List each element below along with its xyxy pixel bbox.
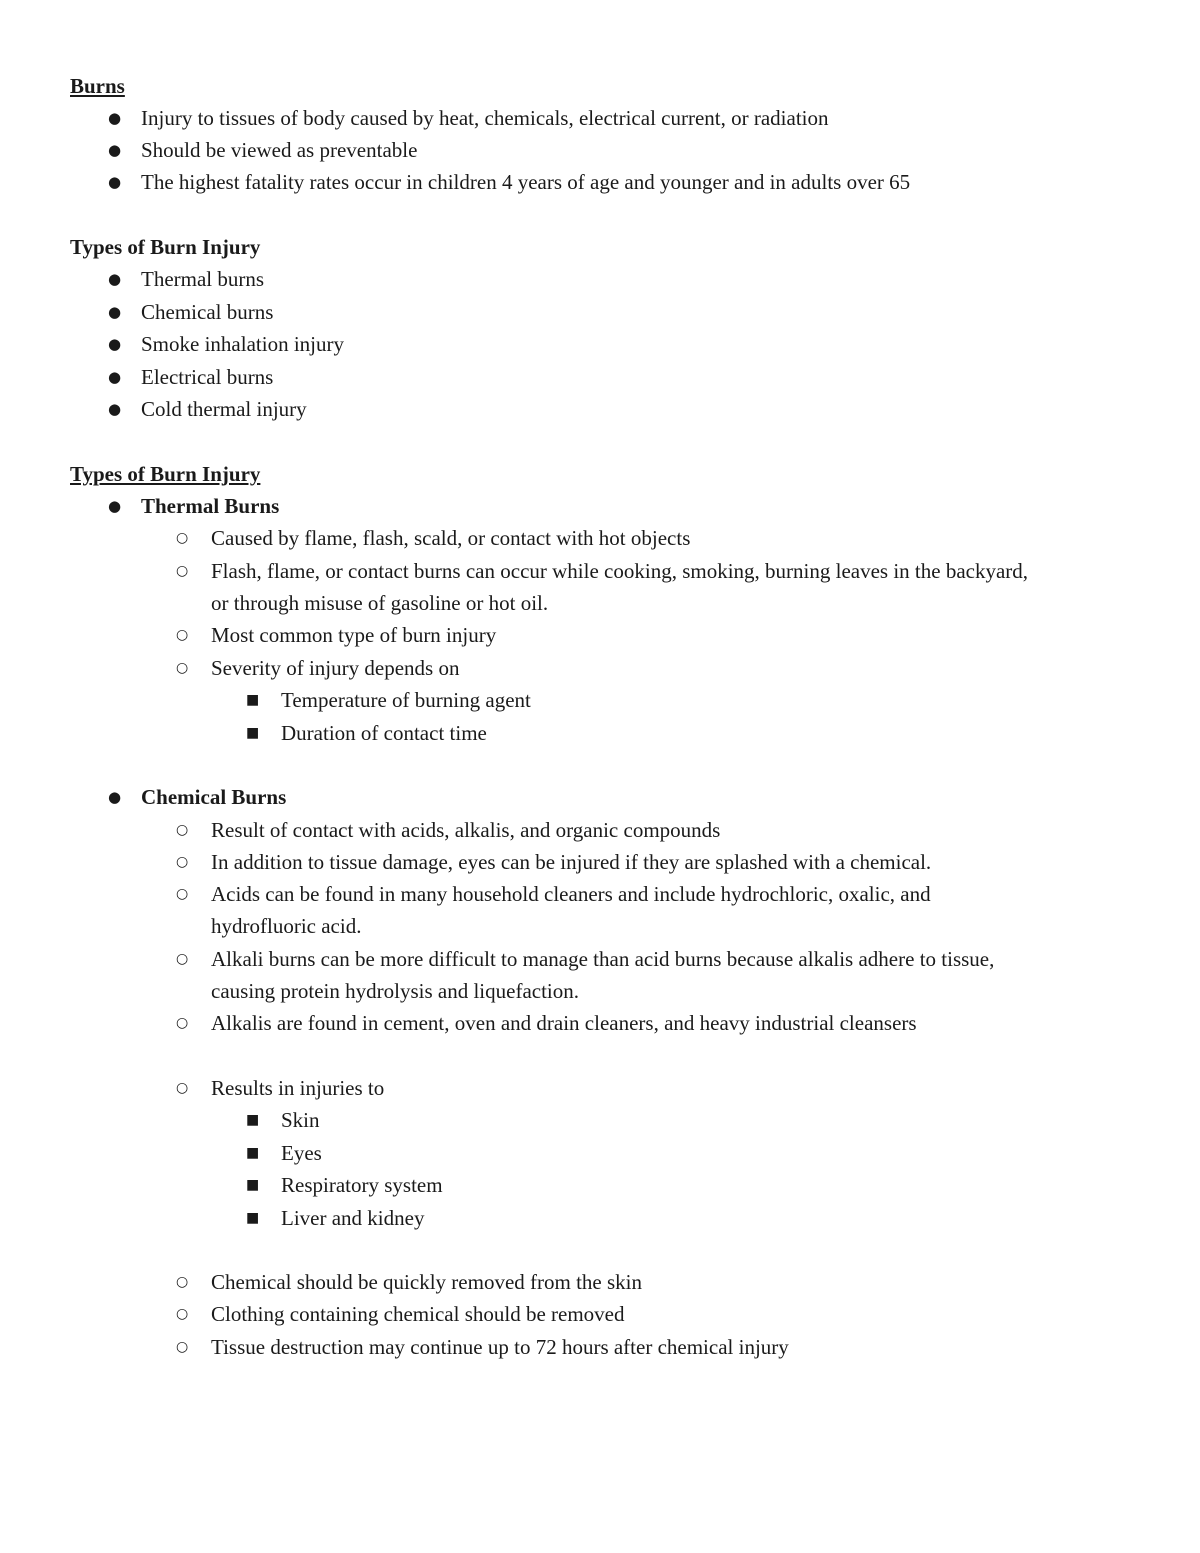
bullet-dot-icon: ● <box>108 788 122 806</box>
bullet-square-icon: ■ <box>246 1210 260 1226</box>
list-item: Thermal burns <box>141 267 265 291</box>
bullet-circle-icon: ○ <box>176 1306 189 1322</box>
bullet-dot-icon: ● <box>108 173 122 191</box>
bullet-circle-icon: ○ <box>176 1080 189 1096</box>
list-item-continuation: or through misuse of gasoline or hot oil. <box>211 591 549 615</box>
bullet-dot-icon: ● <box>108 497 122 515</box>
bullet-square-icon: ■ <box>246 1177 260 1193</box>
list-item: Alkalis are found in cement, oven and drain cleaners, and heavy industrial cleansers <box>211 1011 917 1035</box>
list-item: Smoke inhalation injury <box>141 332 344 356</box>
subsection-heading: Thermal Burns <box>141 494 280 518</box>
list-item: The highest fatality rates occur in children 4 years of age and younger and in adults over 65 <box>141 170 911 194</box>
bullet-dot-icon: ● <box>108 141 122 159</box>
list-subitem: Skin <box>281 1108 320 1132</box>
list-item: Chemical should be quickly removed from the skin <box>211 1270 642 1294</box>
list-item: Caused by flame, flash, scald, or contact with hot objects <box>211 526 691 550</box>
bullet-circle-icon: ○ <box>176 1015 189 1031</box>
bullet-circle-icon: ○ <box>176 660 189 676</box>
bullet-square-icon: ■ <box>246 692 260 708</box>
list-subitem: Temperature of burning agent <box>281 688 531 712</box>
bullet-dot-icon: ● <box>108 270 122 288</box>
list-item: Alkali burns can be more difficult to manage than acid burns because alkalis adhere to tissue, <box>211 947 995 971</box>
bullet-circle-icon: ○ <box>176 822 189 838</box>
bullet-dot-icon: ● <box>108 335 122 353</box>
section-heading: Types of Burn Injury <box>70 235 261 259</box>
list-item: Electrical burns <box>141 365 274 389</box>
bullet-dot-icon: ● <box>108 303 122 321</box>
bullet-circle-icon: ○ <box>176 627 189 643</box>
bullet-circle-icon: ○ <box>176 854 189 870</box>
list-item: Injury to tissues of body caused by heat, chemicals, electrical current, or radiation <box>141 106 829 130</box>
bullet-circle-icon: ○ <box>176 563 189 579</box>
bullet-circle-icon: ○ <box>176 530 189 546</box>
bullet-square-icon: ■ <box>246 725 260 741</box>
list-item-continuation: hydrofluoric acid. <box>211 914 362 938</box>
bullet-square-icon: ■ <box>246 1145 260 1161</box>
list-item: Result of contact with acids, alkalis, and organic compounds <box>211 818 721 842</box>
bullet-circle-icon: ○ <box>176 1274 189 1290</box>
list-item: Chemical burns <box>141 300 274 324</box>
bullet-dot-icon: ● <box>108 368 122 386</box>
section-heading: Types of Burn Injury <box>70 462 261 486</box>
bullet-circle-icon: ○ <box>176 951 189 967</box>
list-item: In addition to tissue damage, eyes can be injured if they are splashed with a chemical. <box>211 850 932 874</box>
list-item: Flash, flame, or contact burns can occur while cooking, smoking, burning leaves in the backyard, <box>211 559 1029 583</box>
list-item: Results in injuries to <box>211 1076 385 1100</box>
bullet-square-icon: ■ <box>246 1112 260 1128</box>
bullet-circle-icon: ○ <box>176 1339 189 1355</box>
list-subitem: Eyes <box>281 1141 322 1165</box>
bullet-dot-icon: ● <box>108 109 122 127</box>
list-item: Tissue destruction may continue up to 72 hours after chemical injury <box>211 1335 789 1359</box>
subsection-heading: Chemical Burns <box>141 785 287 809</box>
section-heading: Burns <box>70 74 125 98</box>
list-item: Severity of injury depends on <box>211 656 460 680</box>
list-item: Acids can be found in many household cleaners and include hydrochloric, oxalic, and <box>211 882 931 906</box>
list-subitem: Respiratory system <box>281 1173 443 1197</box>
bullet-circle-icon: ○ <box>176 886 189 902</box>
list-item: Should be viewed as preventable <box>141 138 418 162</box>
list-item: Cold thermal injury <box>141 397 307 421</box>
list-item-continuation: causing protein hydrolysis and liquefaction. <box>211 979 580 1003</box>
list-subitem: Liver and kidney <box>281 1206 425 1230</box>
list-subitem: Duration of contact time <box>281 721 487 745</box>
bullet-dot-icon: ● <box>108 400 122 418</box>
list-item: Clothing containing chemical should be removed <box>211 1302 625 1326</box>
list-item: Most common type of burn injury <box>211 623 497 647</box>
